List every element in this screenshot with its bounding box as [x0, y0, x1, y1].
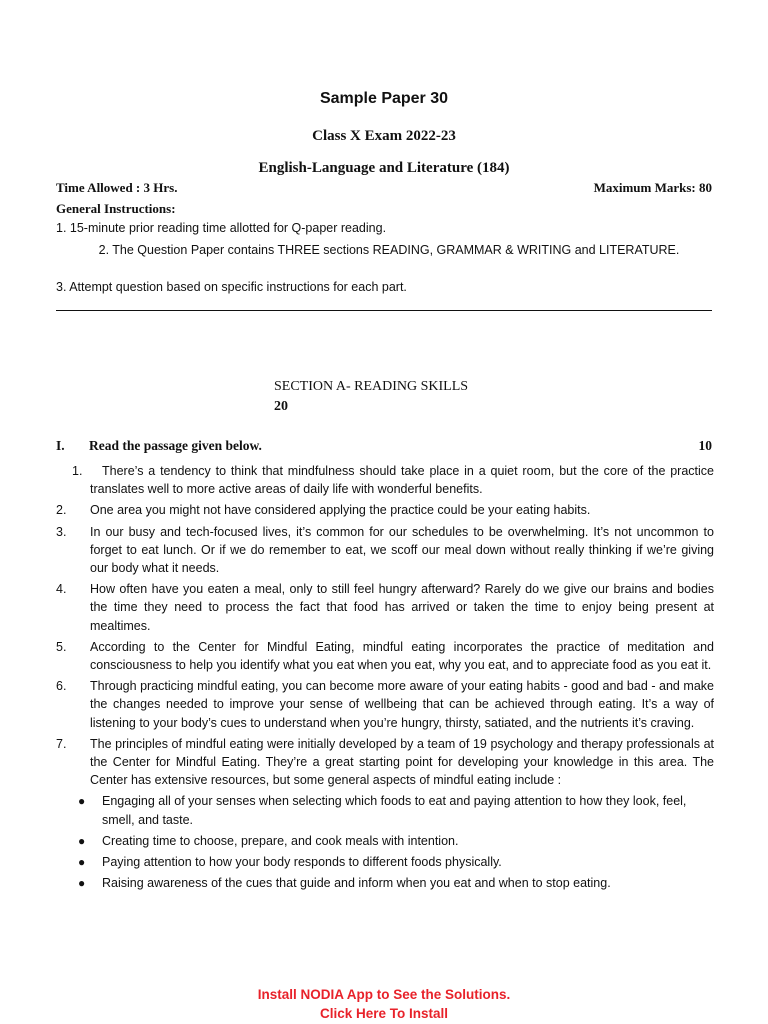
- instruction-2: 2. The Question Paper contains THREE sections READING, GRAMMAR & WRITING and LITERATURE.: [98, 243, 680, 257]
- paragraph-text: There’s a tendency to think that mindfulness should take place in a quiet room, but the core of the practice translates well to more active areas of daily life with wonderful benefits.: [90, 464, 714, 497]
- list-item-text: Engaging all of your senses when selecting which foods to eat and paying attention to how they look, feel, smell, and taste.: [102, 794, 687, 827]
- aspects-list: [56, 792, 714, 892]
- list-item: [56, 792, 714, 828]
- instruction-3: 3. Attempt question based on specific instructions for each part.: [56, 280, 407, 294]
- paragraph-number: 3.: [56, 524, 67, 539]
- horizontal-divider: [56, 310, 712, 311]
- question-marks: 10: [698, 438, 712, 453]
- class-exam-heading: Class X Exam 2022-23: [312, 128, 456, 144]
- passage: [56, 462, 714, 895]
- section-marks: 20: [274, 399, 288, 414]
- passage-paragraph: [56, 735, 714, 790]
- maximum-marks: Maximum Marks: 80: [593, 180, 712, 195]
- passage-paragraph: [56, 638, 714, 674]
- section-heading: [274, 377, 468, 417]
- passage-paragraph: [56, 462, 714, 498]
- paragraph-number: 7.: [56, 736, 67, 751]
- install-app-link[interactable]: Install NODIA App to See the Solutions.: [257, 987, 511, 1002]
- time-allowed: Time Allowed : 3 Hrs.: [56, 180, 178, 195]
- paragraph-text: According to the Center for Mindful Eating, mindful eating incorporates the practice of meditation and consciousness to help you identify what you eat when you eat, why you eat, and to appreciate food as you eat it.: [90, 639, 714, 673]
- paper-title: Sample Paper 30: [319, 90, 449, 107]
- passage-paragraph: [56, 677, 714, 732]
- instruction-1: 1. 15-minute prior reading time allotted for Q-paper reading.: [56, 221, 387, 235]
- click-to-install-link[interactable]: Click Here To Install: [319, 1006, 449, 1021]
- list-item: [56, 874, 714, 892]
- passage-paragraph: [56, 580, 714, 635]
- passage-paragraph: [56, 501, 714, 519]
- paragraph-text: Through practicing mindful eating, you can become more aware of your eating habits - good and bad - and make the changes needed to improve your sense of wellbeing that can be achieved through eating. It’s a way of listening to your body’s cues to understand when you’re hungry, thirsty, satiated, and the nutrients it’s craving.: [90, 679, 714, 730]
- bullet-icon: ●: [78, 794, 86, 809]
- list-item-text: Creating time to choose, prepare, and cook meals with intention.: [102, 833, 459, 848]
- question-number: I.: [56, 438, 65, 453]
- passage-paragraph: [56, 523, 714, 578]
- paragraph-number: 4.: [56, 582, 67, 597]
- bullet-icon: ●: [78, 855, 86, 870]
- paragraph-text: The principles of mindful eating were initially developed by a team of 19 psychology and therapy professionals at the Center for Mindful Eating. They’re a great starting point for developing your knowledge in this area. The Center has extensive resources, but some general aspects of mindful eating include :: [90, 736, 714, 788]
- paragraph-text: One area you might not have considered applying the practice could be your eating habits.: [90, 503, 591, 518]
- paragraph-number: 1.: [72, 464, 83, 478]
- general-instructions-label: General Instructions:: [56, 201, 176, 216]
- paragraph-text: How often have you eaten a meal, only to still feel hungry afterward? Rarely do we give our brains and bodies the time they need to process the fact that food has arrived or taken the time to enjoy being present at mealtimes.: [90, 582, 714, 633]
- subject-heading: English-Language and Literature (184): [258, 160, 510, 176]
- paragraph-number: 6.: [56, 679, 67, 694]
- paragraph-number: 5.: [56, 639, 67, 654]
- section-title: SECTION A- READING SKILLS: [274, 379, 469, 394]
- bullet-icon: ●: [78, 833, 86, 848]
- list-item: [56, 832, 714, 850]
- list-item-text: Raising awareness of the cues that guide and inform when you eat and when to stop eating.: [102, 876, 611, 891]
- paragraph-number: 2.: [56, 503, 67, 518]
- paragraph-text: In our busy and tech-focused lives, it’s common for our schedules to be overwhelming. It’s not uncommon to forget to eat lunch. Or if we do remember to eat, we scoff our meal down without really thinking if we’re giving our body what it needs.: [90, 524, 714, 576]
- list-item-text: Paying attention to how your body responds to different foods physically.: [102, 855, 502, 870]
- bullet-icon: ●: [78, 876, 86, 891]
- list-item: [56, 853, 714, 871]
- question-text: Read the passage given below.: [89, 438, 262, 453]
